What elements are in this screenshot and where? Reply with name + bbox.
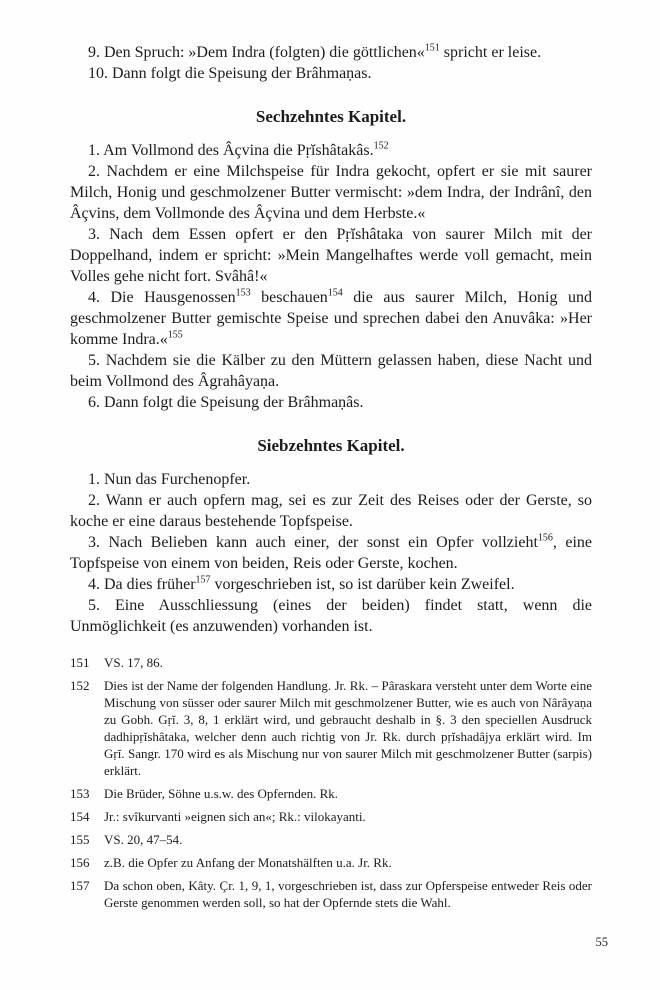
footnotes-section (70, 654, 592, 911)
footnote-number: 153 (70, 786, 90, 801)
paragraph: 1. Am Vollmond des Âçvina die Pṛĭshâtakâs.$^{152}$ (88, 140, 389, 159)
footnote (70, 785, 592, 802)
footnote-text: Da schon oben, Kâty. Çr. 1, 9, 1, vorgeschrieben ist, dass zur Opferspeise entweder Reis oder Gerste genommen werden soll, so hat der Opfernde stets die Wahl. (104, 878, 592, 910)
document-body (70, 42, 592, 637)
footnote-ref: 151 (424, 42, 440, 54)
page-number: 55 (595, 935, 608, 949)
paragraph: 5. Eine Ausschliessung (eines der beiden) findet statt, wenn die Unmöglichkeit (es anzuwenden) vorhanden ist. (70, 597, 592, 635)
footnote-ref: 153 (235, 287, 251, 299)
paragraph: 5. Nachdem sie die Kälber zu den Müttern gelassen haben, diese Nacht und beim Vollmond des Âgrahâyaṇa. (70, 352, 592, 390)
footnote (70, 654, 592, 671)
footnote-number: 156 (70, 855, 90, 870)
chapter-heading: Siebzehntes Kapitel. (257, 436, 405, 455)
footnote (70, 877, 592, 911)
footnote-text: z.B. die Opfer zu Anfang der Monatshälften u.a. Jr. Rk. (104, 855, 392, 870)
footnote-text: Die Brüder, Söhne u.s.w. des Opfernden. Rk. (104, 786, 339, 801)
paragraph: 2. Nachdem er eine Milchspeise für Indra gekocht, opfert er sie mit saurer Milch, Honig und geschmolzener Butter vermischt: »dem Indra, der Indrânî, den Âçvins, dem Vollmonde des Âçvina und dem Herbste.« (70, 163, 592, 222)
footnote-number: 157 (70, 878, 90, 893)
footnote-ref: 155 (167, 329, 183, 341)
paragraph: 3. Nach dem Essen opfert er den Pṛĭshâtaka von saurer Milch mit der Doppelhand, indem er spricht: »Mein Mangelhaftes werde voll gemacht, mein Volles gehe nicht fort. Svâhâ!« (70, 226, 592, 285)
footnote-number: 151 (70, 655, 90, 670)
footnote-text: Jr.: svîkurvanti »eignen sich an«; Rk.: vilokayanti. (104, 809, 366, 824)
paragraph: 1. Nun das Furchenopfer. (88, 471, 251, 488)
footnote (70, 677, 592, 779)
chapter-heading: Sechzehntes Kapitel. (255, 107, 407, 126)
footnote-number: 152 (70, 678, 90, 693)
footnote-number: 155 (70, 832, 90, 847)
footnote-ref: 152 (373, 140, 389, 152)
footnote-ref: 156 (537, 532, 553, 544)
paragraph: 9. Den Spruch: »Dem Indra (folgten) die göttlichen«$^{151}$ spricht er leise. (88, 42, 542, 61)
footnote-text: Dies ist der Name der folgenden Handlung. Jr. Rk. – Pâraskara versteht unter dem Worte eine Mischung von süsser oder saurer Milch mit geschmolzener Butter, wie es auch von Nârâyaṇa zu Gobh. Gṛĭ. 3, 8, 1 erklärt wird, und gebraucht deshalb in §. 3 den speciellen Ausdruck dadhipṛĭshâtaka, welcher denn auch richtig von Jr. Rk. durch pṛĭshadâjya erklärt wird. Im Gṛĭ. Sangr. 170 wird es als Mischung nur von saurer Milch mit geschmolzener Butter (sarpis) erklärt. (104, 678, 592, 778)
paragraph: 2. Wann er auch opfern mag, sei es zur Zeit des Reises oder der Gerste, so koche er eine daraus bestehende Topfspeise. (70, 492, 592, 530)
paragraph: 6. Dann folgt die Speisung der Brâhmaṇâs. (88, 394, 364, 411)
footnote-ref: 154 (327, 287, 343, 299)
footnote-text: VS. 20, 47–54. (104, 832, 183, 847)
paragraph: 3. Nach Belieben kann auch einer, der sonst ein Opfer vollzieht$^{156}$, eine Topfspeise von einem von beiden, Reis oder Gerste, kochen. (70, 532, 593, 572)
footnote (70, 831, 592, 848)
footnote (70, 808, 592, 825)
footnote (70, 854, 592, 871)
paragraph: 10. Dann folgt die Speisung der Brâhmaṇas. (88, 65, 372, 82)
footnote-number: 154 (70, 809, 90, 824)
footnote-text: VS. 17, 86. (104, 655, 163, 670)
footnote-ref: 157 (195, 574, 211, 586)
paragraph: 4. Da dies früher$^{157}$ vorgeschrieben ist, so ist darüber kein Zweifel. (88, 574, 515, 593)
paragraph: 4. Die Hausgenossen$^{153}$ beschauen$^{154}$ die aus saurer Milch, Honig und geschmolzener Butter gemischte Speise und sprechen dabei den Anuvâka: »Her komme Indra.«$^{155}$ (70, 287, 592, 348)
